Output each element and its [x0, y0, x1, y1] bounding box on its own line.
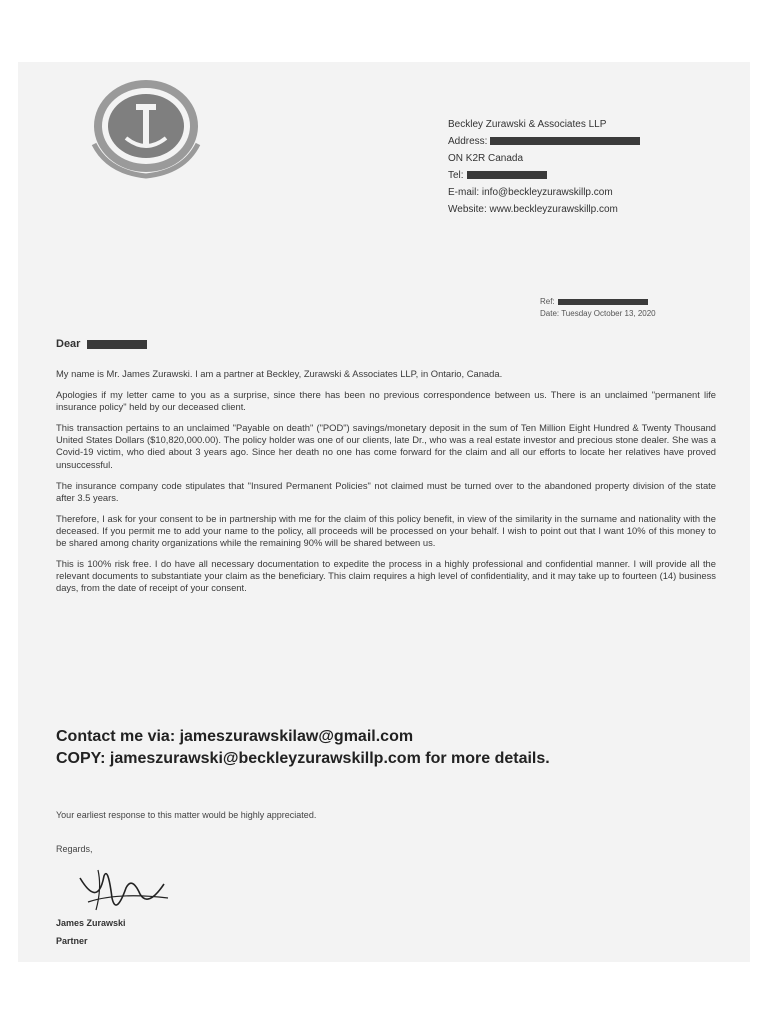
- redacted-address: [490, 137, 640, 145]
- copy-email-line: COPY: jameszurawski@beckleyzurawskillp.com for more details.: [56, 750, 550, 767]
- telephone-line: Tel:: [448, 167, 640, 184]
- closing-note: Your earliest response to this matter would be highly appreciated.: [56, 810, 317, 820]
- body-paragraph: The insurance company code stipulates that "Insured Permanent Policies" not claimed must be turned over to the abandoned property division of the state after 3.5 years.: [56, 479, 716, 503]
- handwritten-signature: [68, 858, 178, 918]
- letter-page: [18, 62, 750, 962]
- reference-block: [540, 296, 656, 320]
- reference-line: Ref:: [540, 296, 656, 308]
- body-paragraph: My name is Mr. James Zurawski. I am a partner at Beckley, Zurawski & Associates LLP, in Ontario, Canada.: [56, 368, 503, 379]
- salutation: Dear: [56, 338, 147, 350]
- redacted-recipient-name: [87, 340, 147, 349]
- date-line: Date: Tuesday October 13, 2020: [540, 309, 656, 318]
- body-paragraph: Apologies if my letter came to you as a surprise, since there has been no previous correspondence between us. There is an unclaimed "permanent life insurance policy" held by our deceased client.: [56, 389, 716, 413]
- address-line-2: ON K2R Canada: [448, 153, 524, 164]
- signer-title: Partner: [56, 936, 88, 946]
- website-line: Website: www.beckleyzurawskillp.com: [448, 204, 618, 215]
- letterhead-contact-block: [448, 116, 640, 218]
- redacted-telephone: [467, 171, 547, 179]
- email-line: E-mail: info@beckleyzurawskillp.com: [448, 187, 613, 198]
- redacted-reference: [558, 299, 648, 305]
- contact-block: [56, 726, 716, 770]
- body-paragraph: This transaction pertains to an unclaimed "Payable on death" ("POD") savings/monetary deposit in the sum of Ten Million Eight Hundred & Twenty Thousand United States Dollars ($10,820,000.00). The policy holder was one of our clients, late Dr., who was a real estate investor and precious stone dealer. She was a Covid-19 victim, who died about 3 years ago. Since her death no one has come forward for the claim and all our efforts to locate her relatives have proved unsuccessful.: [56, 422, 716, 470]
- firm-name: Beckley Zurawski & Associates LLP: [448, 119, 607, 130]
- law-firm-crest-logo: [88, 74, 204, 180]
- contact-email-line: Contact me via: jameszurawskilaw@gmail.com: [56, 728, 414, 745]
- letter-body: [56, 368, 716, 603]
- body-paragraph: This is 100% risk free. I do have all necessary documentation to expedite the process in a highly professional and confidential manner. I will provide all the relevant documents to substantiate your claim as the beneficiary. This claim requires a high level of confidentiality, and it may take up to fourteen (14) business days, from the date of receipt of your consent.: [56, 558, 716, 594]
- signoff: Regards,: [56, 844, 93, 854]
- address-line: Address:: [448, 133, 640, 150]
- body-paragraph: Therefore, I ask for your consent to be in partnership with me for the claim of this policy benefit, in view of the similarity in the surname and nationality with the deceased. If you permit me to add your name to the policy, all proceeds will be processed on your behalf. I wish to point out that I want 10% of this money to be shared among charity organizations while the remaining 90% will be shared between us.: [56, 512, 716, 549]
- signer-name: James Zurawski: [56, 918, 126, 928]
